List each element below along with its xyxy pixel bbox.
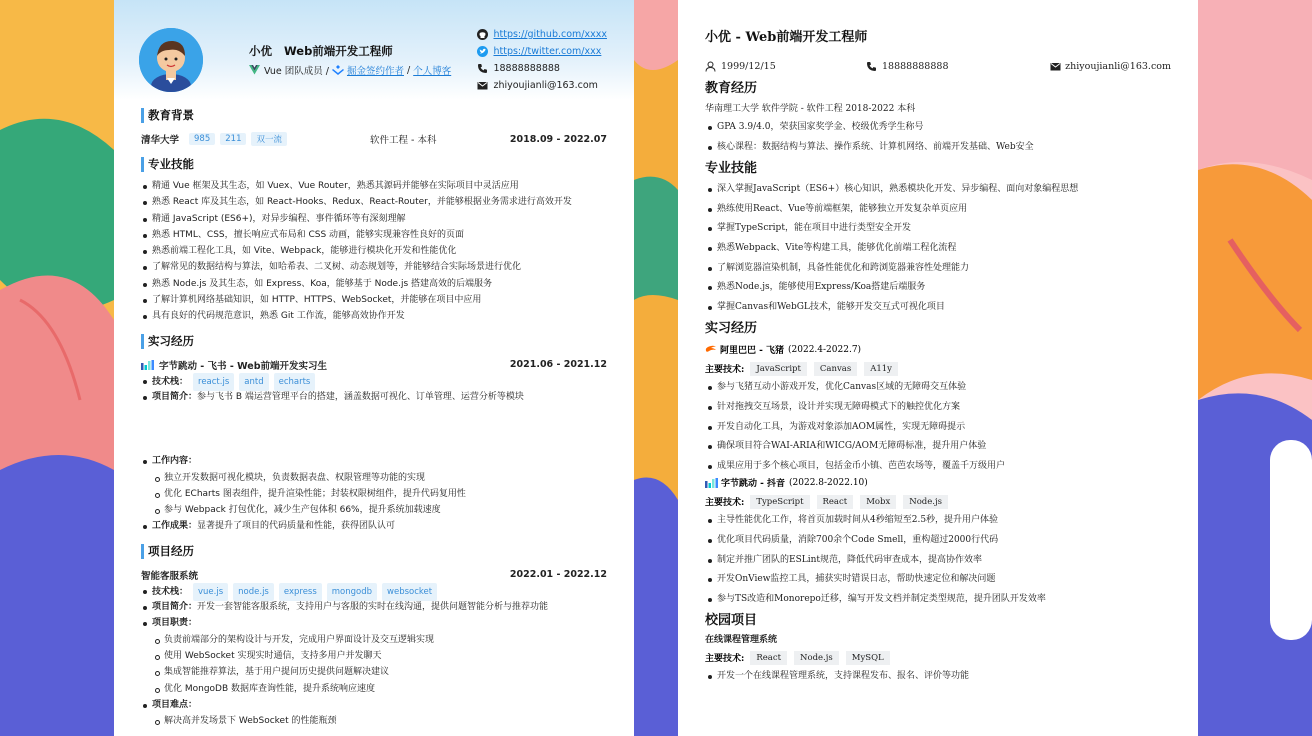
juejin-icon: [332, 65, 344, 75]
label: 主要技术:: [705, 365, 745, 376]
education-section: [141, 108, 607, 147]
intro-row: [141, 599, 607, 615]
email-icon: [1050, 61, 1061, 72]
education-line: 华南理工大学 软件学院 - 软件工程 2018-2022 本科: [705, 104, 916, 114]
avatar: [139, 28, 203, 92]
company-name: 阿里巴巴 - 飞猪: [720, 346, 785, 357]
phone-group: [866, 61, 949, 72]
list-item: 了解常见的数据结构与算法，如哈希表、二叉树、动态规划等，并能够结合实际场景进行优化: [141, 259, 607, 275]
section-title: 教育背景: [141, 108, 607, 123]
github-link[interactable]: https://github.com/xxxx: [493, 29, 607, 40]
resume-header: [114, 0, 634, 100]
email-address: zhiyoujianli@163.com: [493, 80, 598, 91]
work-list: [153, 470, 607, 519]
section-title: 教育经历: [705, 81, 758, 96]
tech-tag: websocket: [382, 583, 437, 601]
tech-row: [705, 492, 1171, 511]
list-item: 熟悉 HTML、CSS，擅长响应式布局和 CSS 动画，能够实现兼容性良好的页面: [141, 227, 607, 243]
internship-date: 2021.06 - 2021.12: [509, 359, 607, 371]
resume-meta: [705, 58, 1171, 74]
education-list: [705, 118, 1171, 157]
name-text: 小优: [249, 44, 272, 58]
label: 工作内容：: [152, 456, 198, 467]
label: 项目简介：: [152, 391, 198, 402]
list-item: 优化 ECharts 图表组件，提升渲染性能；封装权限树组件，提升代码复用性: [153, 486, 607, 502]
list-item: 针对拖拽交互场景，设计并实现无障碍模式下的触控优化方案: [705, 398, 1171, 418]
birth-date: 1999/12/15: [721, 60, 776, 72]
project-details: [141, 583, 607, 632]
avatar-illustration: [139, 28, 203, 92]
work-row: [141, 453, 607, 469]
tech-chip: Canvas: [814, 362, 857, 376]
resume-name: [249, 43, 405, 59]
list-item: 了解浏览器渲染机制，具备性能优化和跨浏览器兼容性处理能力: [705, 259, 1171, 279]
label: 主要技术:: [705, 654, 745, 665]
email-group: [1050, 61, 1171, 72]
education-row: [141, 131, 607, 147]
internship-result: [141, 518, 607, 534]
internship-work: [141, 453, 607, 469]
list-item: 精通 JavaScript (ES6+)，对异步编程、事件循环等有深刻理解: [141, 211, 607, 227]
list-item: 掌握Canvas和WebGL技术，能够开发交互式可视化项目: [705, 298, 1171, 318]
list-item: 独立开发数据可视化模块，负责数据表盘、权限管理等功能的实现: [153, 470, 607, 486]
tagline-prefix: Vue 团队成员 /: [264, 66, 329, 77]
section-title: 专业技能: [705, 161, 758, 177]
list-item: 了解计算机网络基础知识，如 HTTP、HTTPS、WebSocket，并能够在项目中应用: [141, 292, 607, 308]
list-item: 参与 Webpack 打包优化，减少生产包体积 66%，提升系统加载速度: [153, 502, 607, 518]
job-date: (2022.4-2022.7): [788, 344, 862, 355]
list-item: 核心课程：数据结构与算法、操作系统、计算机网络、前端开发基础、Web安全: [705, 138, 1171, 158]
list-item: 确保项目符合WAI-ARIA和WICG/AOM无障碍标准，提升用户体验: [705, 437, 1171, 457]
list-item: 深入掌握JavaScript（ES6+）核心知识，熟悉模块化开发、异步编程、面向对象编程思想: [705, 180, 1171, 200]
resume-page-right: [678, 0, 1198, 736]
job-list: [705, 378, 1171, 476]
project-date: 2022.01 - 2022.12: [509, 569, 607, 581]
tech-stack-row: [141, 373, 607, 389]
skills-list: [705, 180, 1171, 317]
school-name: 清华大学: [141, 135, 180, 146]
list-item: 掌握TypeScript，能在项目中进行类型安全开发: [705, 219, 1171, 239]
alibaba-icon: [705, 345, 717, 354]
tech-tag: express: [279, 583, 322, 601]
job-date: (2022.8-2022.10): [789, 477, 868, 488]
school-tag: 双一流: [251, 132, 287, 146]
skills-list: [141, 178, 607, 325]
phone-number: 18888888888: [882, 60, 949, 72]
list-item: 优化 MongoDB 数据库查询性能，提升系统响应速度: [153, 681, 607, 697]
internship-section: [141, 334, 607, 535]
juejin-author-link[interactable]: 掘金签约作者: [346, 66, 404, 77]
tech-chip: TypeScript: [750, 495, 809, 509]
school-tag: 985: [189, 133, 215, 145]
personal-blog-link[interactable]: 个人博客: [413, 66, 452, 77]
list-item: 熟悉Webpack、Vite等构建工具，能够优化前端工程化流程: [705, 239, 1171, 259]
section-title: 项目经历: [141, 544, 607, 559]
list-item: 开发自动化工具，为游戏对象添加AOM属性，实现无障碍提示: [705, 418, 1171, 438]
tech-chip: Node.js: [903, 495, 948, 509]
list-item: 熟悉Node.js，能够使用Express/Koa搭建后端服务: [705, 278, 1171, 298]
company-name: 字节跳动 - 抖音: [721, 479, 786, 490]
list-item: 成果应用于多个核心项目，包括金币小镇、芭芭农场等，覆盖千万级用户: [705, 457, 1171, 477]
tech-tag: mongodb: [327, 583, 377, 601]
section-title: 专业技能: [141, 157, 607, 172]
list-item: 参与TS改造和Monorepo迁移，编写开发文档并制定类型规范，提升团队开发效率: [705, 590, 1171, 610]
list-item: 开发OnView监控工具，捕获实时错误日志，帮助快速定位和解决问题: [705, 570, 1171, 590]
email-address: zhiyoujianli@163.com: [1065, 60, 1171, 72]
tech-row: [705, 359, 1171, 378]
list-item: 熟练使用React、Vue等前端框架，能够独立开发复杂单页应用: [705, 200, 1171, 220]
tech-stack-row: [141, 583, 607, 599]
tagline-separator: /: [406, 64, 411, 76]
list-item: GPA 3.9/4.0，荣获国家奖学金、校级优秀学生称号: [705, 118, 1171, 138]
list-item: 主导性能优化工作，将首页加载时间从4秒缩短至2.5秒，提升用户体验: [705, 511, 1171, 531]
result-row: [141, 518, 607, 534]
user-icon: [705, 61, 716, 72]
project-name: 在线课程管理系统: [705, 635, 778, 646]
tech-chip: MySQL: [846, 651, 890, 665]
project-name: 智能客服系统: [141, 570, 199, 582]
tech-tag: react.js: [193, 373, 234, 391]
contact-list: [477, 26, 607, 94]
duty-list: [153, 632, 607, 697]
resume-page-left: [114, 0, 634, 736]
list-item: 解决高并发场景下 WebSocket 的性能瓶颈: [153, 713, 607, 729]
tech-row: [705, 648, 1171, 667]
label: 工作成果：: [152, 521, 198, 532]
phone-number: 18888888888: [493, 63, 560, 74]
duty-row: [141, 615, 607, 631]
phone-icon: [477, 63, 488, 74]
list-item: 具有良好的代码规范意识，熟悉 Git 工作流，能够高效协作开发: [141, 308, 607, 324]
campus-list: [705, 667, 1171, 687]
intro-row: [141, 389, 607, 405]
bytedance-icon: [141, 360, 154, 370]
difficulty-row: [141, 697, 607, 713]
list-item: 制定并推广团队的ESLint规范，降低代码审查成本，提高协作效率: [705, 551, 1171, 571]
school-tag: 211: [220, 133, 246, 145]
role-text: Web前端开发工程师: [284, 44, 393, 58]
tech-chip: A11y: [864, 362, 898, 376]
education-date: 2018.09 - 2022.07: [509, 133, 607, 145]
tech-chip: React: [750, 651, 787, 665]
job-list: [705, 511, 1171, 609]
section-title: 校园项目: [705, 613, 758, 629]
major: 软件工程 - 本科: [370, 135, 437, 146]
label: 主要技术:: [705, 498, 745, 509]
skills-section: [141, 157, 607, 325]
list-item: 熟悉 React 库及其生态，如 React-Hooks、Redux、React-Router，并能够根据业务需求进行高效开发: [141, 194, 607, 210]
list-item: 开发一个在线课程管理系统，支持课程发布、报名、评价等功能: [705, 667, 1171, 687]
project-section: [141, 544, 607, 730]
tech-tag: vue.js: [193, 583, 228, 601]
job-header: [705, 340, 1171, 359]
label: 项目职责：: [152, 618, 198, 629]
page-gap: [141, 405, 607, 453]
section-title: 实习经历: [141, 334, 607, 349]
vue-icon: [249, 65, 260, 75]
list-item: 优化项目代码质量，消除700余个Code Smell，重构超过2000行代码: [705, 531, 1171, 551]
list-item: 集成智能推荐算法，基于用户提问历史提供问题解决建议: [153, 664, 607, 680]
result-text: 显著提升了项目的代码质量和性能，获得团队认可: [197, 521, 396, 532]
github-icon: [477, 29, 488, 40]
section-title: 实习经历: [705, 321, 758, 337]
resume-title: 小优 - Web前端开发工程师: [705, 30, 868, 45]
intro-text: 开发一套智能客服系统，支持用户与客服的实时在线沟通，提供问题智能分析与推荐功能: [197, 602, 549, 613]
list-item: 使用 WebSocket 实现实时通信，支持多用户并发聊天: [153, 648, 607, 664]
list-item: 参与飞猪互动小游戏开发，优化Canvas区域的无障碍交互体验: [705, 378, 1171, 398]
tech-chip: Mobx: [860, 495, 896, 509]
internship-details: [141, 373, 607, 406]
intro-text: 参与飞书 B 端运营管理平台的搭建，涵盖数据可视化、订单管理、运营分析等模块: [197, 391, 524, 402]
email-icon: [477, 80, 488, 91]
tech-tag: echarts: [274, 373, 316, 391]
label: 项目简介：: [152, 602, 198, 613]
list-item: 熟悉 Node.js 及其生态，如 Express、Koa，能够基于 Node.js 搭建高效的后端服务: [141, 276, 607, 292]
tech-chip: React: [817, 495, 854, 509]
tech-tag: antd: [239, 373, 268, 391]
tech-chip: Node.js: [794, 651, 839, 665]
difficulty-list: [153, 713, 607, 729]
tech-tag: node.js: [233, 583, 274, 601]
twitter-icon: [477, 46, 488, 57]
internship-header: [141, 357, 607, 373]
phone-icon: [866, 61, 877, 72]
bytedance-icon: [705, 478, 718, 488]
label: 技术栈：: [152, 376, 189, 387]
list-item: 精通 Vue 框架及其生态，如 Vuex、Vue Router，熟悉其源码并能够在实际项目中灵活应用: [141, 178, 607, 194]
list-item: 负责前端部分的架构设计与开发，完成用户界面设计及交互逻辑实现: [153, 632, 607, 648]
tech-chip: JavaScript: [750, 362, 807, 376]
label: 项目难点：: [152, 699, 198, 710]
list-item: 熟悉前端工程化工具，如 Vite、Webpack，能够进行模块化开发和性能优化: [141, 243, 607, 259]
label: 技术栈：: [152, 586, 189, 597]
tagline: [249, 63, 451, 77]
project-header: [141, 567, 607, 583]
project-difficulty: [141, 697, 607, 713]
company-name: 字节跳动 - 飞书 - Web前端开发实习生: [159, 360, 327, 372]
twitter-link[interactable]: https://twitter.com/xxx: [493, 46, 602, 57]
